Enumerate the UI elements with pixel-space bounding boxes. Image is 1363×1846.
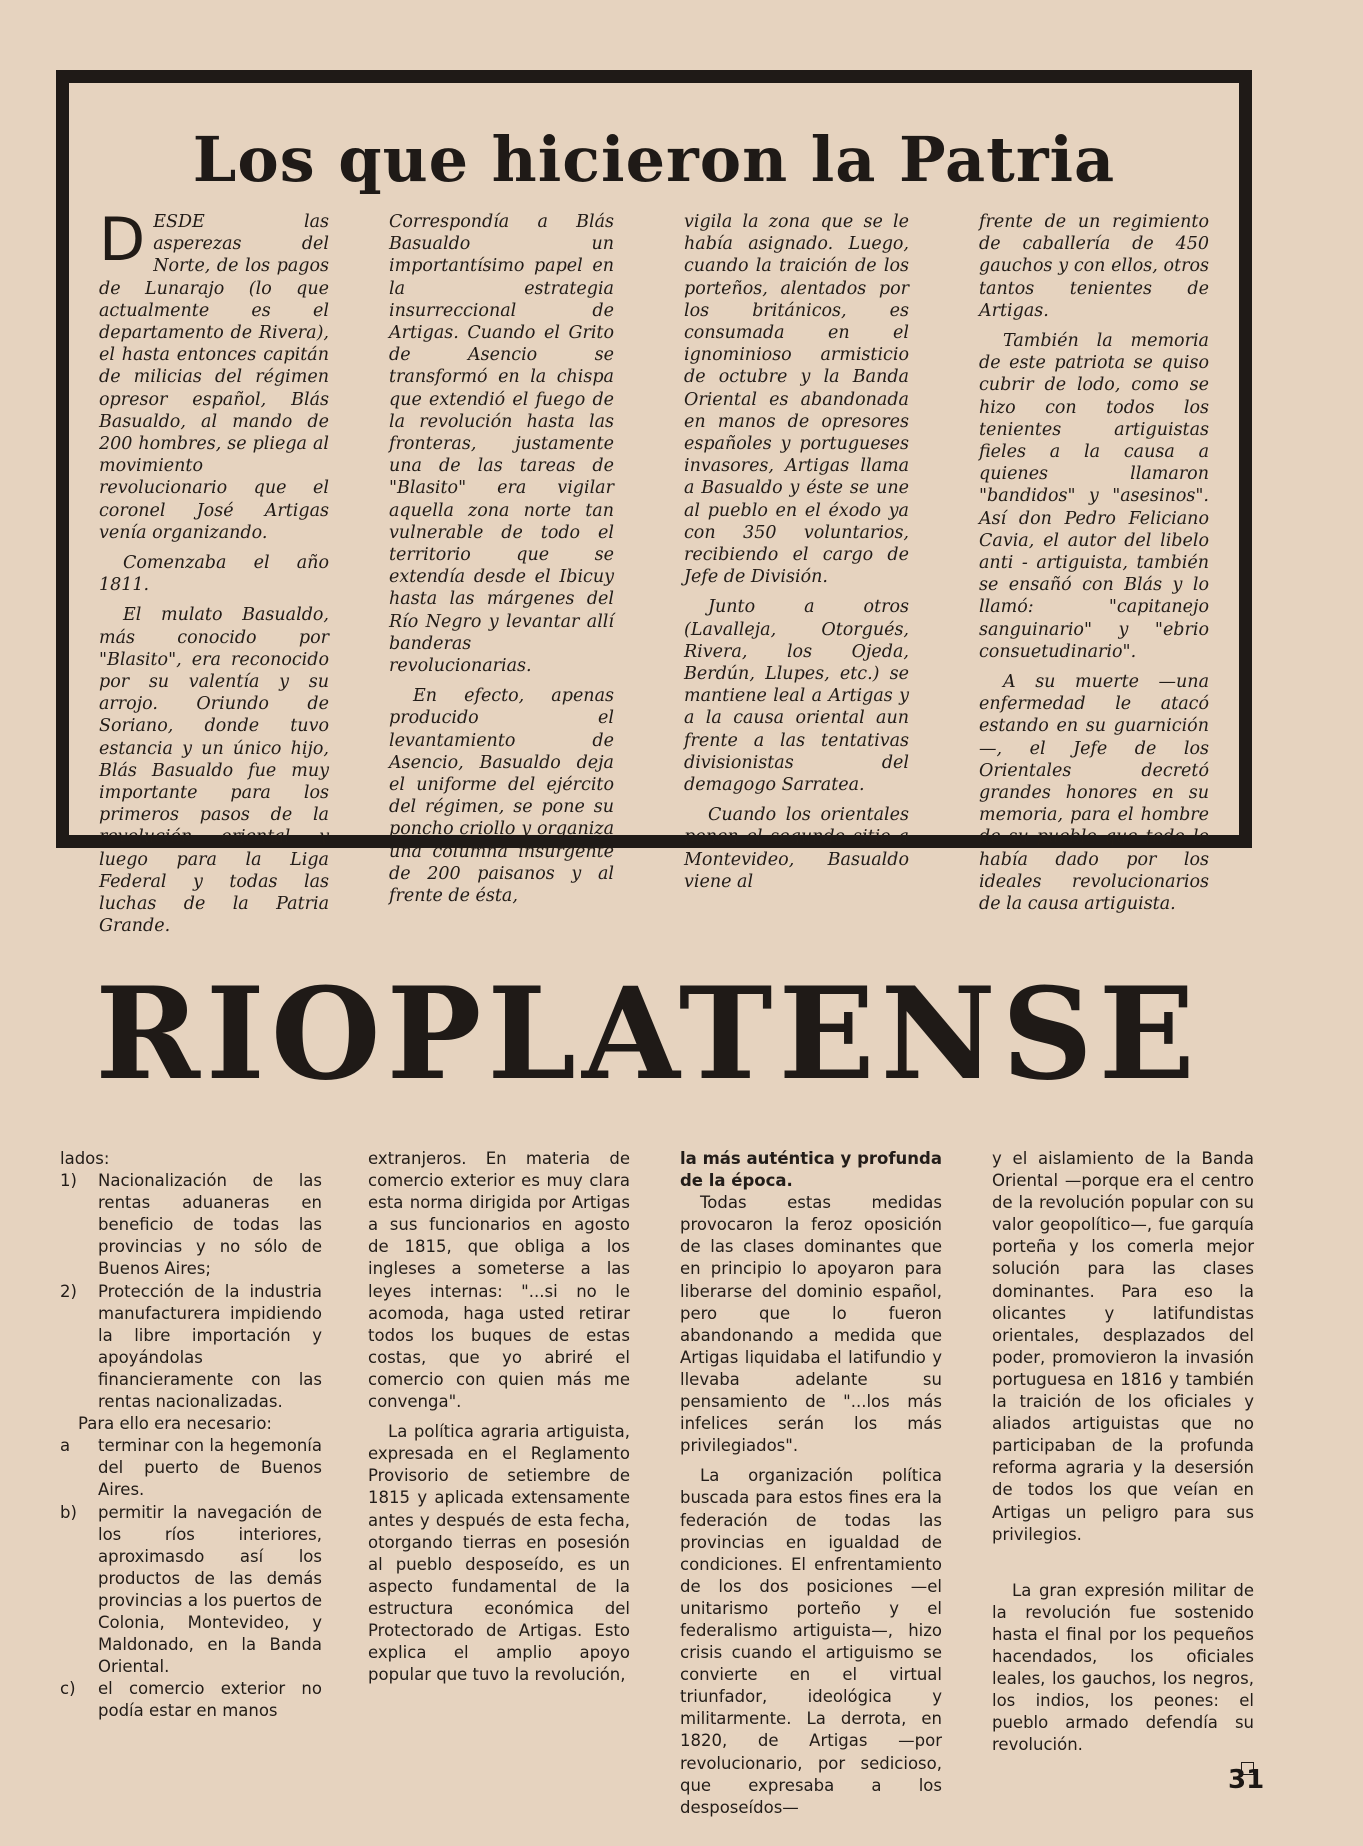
list-item <box>60 1678 322 1722</box>
list-text: terminar con la hegemonía del puerto de Buenos Aires. <box>98 1436 322 1500</box>
article-col4-p2: La gran expresión militar de la revolución fue sostenido hasta el final por los pequeños hacendados, los oficiales leales, los gauchos, los negros, los indios, los peones: el pueblo armado defendía su revolución. <box>992 1580 1254 1755</box>
box-column-3 <box>684 211 909 901</box>
box-col3-p3: Cuando los orientales ponen el segundo sitio a Montevideo, Basualdo viene al <box>684 805 909 892</box>
list-text: el comercio exterior no podía estar en manos <box>98 1679 322 1721</box>
article-col2-p1: extranjeros. En materia de comercio exterior es muy clara esta norma dirigida por Artigas a sus funcionarios en agosto de 1815, que obliga a los ingleses a someterse a las leyes internas: "...si no le acomoda, haga usted retirar todos los buques de estas costas, que yo abriré el comercio con quien más me convenga". <box>368 1149 630 1412</box>
article-col2-p2: La política agraria artiguista, expresada en el Reglamento Provisorio de setiembre de 1815 y aplicada extensamente antes y después de esta fecha, otorgando tierras en posesión al pueblo desposeído, es un aspecto fundamental de la estructura económica del Protectorado de Artigas. Esto explica el amplio apoyo popular que tuvo la revolución, <box>368 1422 630 1685</box>
list-item <box>60 1435 322 1501</box>
list-marker: c) <box>60 1679 76 1699</box>
headline: RIOPLATENSE <box>95 960 1201 1108</box>
box-column-1 <box>99 205 329 946</box>
article-col3-p2: La organización política buscada para estos fines era la federación de todas las provincias en igualdad de condiciones. El enfrentamiento de los dos posiciones —el unitarismo porteño y el federalismo artiguista—, hizo crisis cuando el artiguismo se convierte en el virtual triunfador, ideológica y militarmente. La derrota, en 1820, de Artigas —por revolucionario, por sedicioso, que expresaba a los desposeídos— <box>680 1466 942 1817</box>
page-number: 31 <box>1228 1765 1265 1795</box>
sidebar-box <box>56 70 1252 937</box>
box-col1-p2: Comenzaba el año 1811. <box>99 553 329 596</box>
list-text: Nacionalización de las rentas aduaneras en beneficio de todas las provincias y no sólo de Buenos Aires; <box>98 1171 322 1279</box>
box-col4-p3: A su muerte —una enfermedad le atacó estando en su guarnición—, el Jefe de los Orientales decretó grandes honores en su memoria, para el hombre de su pueblo que todo lo había dado por los ideales revolucionarios de la causa artiguista. <box>979 672 1209 915</box>
article-column-3 <box>680 1148 942 1819</box>
box-column-2 <box>389 211 614 915</box>
article-column-1 <box>60 1148 322 1722</box>
article-column-4 <box>992 1148 1254 1775</box>
box-col4-p1: frente de un regimiento de caballería de 450 gauchos y con ellos, otros tantos tenientes de Artigas. <box>979 212 1209 321</box>
article-col3-p1: Todas estas medidas provocaron la feroz oposición de las clases dominantes que en principio lo apoyaron para liberarse del dominio español, pero que lo fueron abandonando a medida que Artigas liquidaba el latifundio y llevaba adelante su pensamiento de "...los más infelices serán los más privilegiados". <box>680 1193 942 1456</box>
box-col3-p2: Junto a otros (Lavalleja, Otorgués, Rivera, los Ojeda, Berdún, Llupes, etc.) se mantiene leal a Artigas y a la causa oriental aun frente a las tentativas divisionistas del demagogo Sarratea. <box>684 597 909 796</box>
article-column-2 <box>368 1148 630 1686</box>
article-col4-p1: y el aislamiento de la Banda Oriental —porque era el centro de la revolución popular con su valor geopolítico—, fue garquía porteña y los comerla mejor solución para las clases dominantes. Para eso la olicantes y latifundistas orientales, desplazados del poder, promovieron la invasión portuguesa en 1816 y también la traición de los oficiales y aliados artiguistas que no participaban de la profunda reforma agraria y la desersión de todos los que veían en Artigas un peligro para sus privilegios. <box>992 1149 1254 1544</box>
box-title: Los que hicieron la Patria <box>192 123 1116 196</box>
article-col1-lead: lados: <box>60 1149 110 1168</box>
box-col1-p3: El mulato Basualdo, más conocido por "Blasito", era reconocido por su valentía y su arrojo. Oriundo de Soriano, donde tuvo estancia y un único hijo, Blás Basualdo fue muy importante para los primeros pasos de la revolución oriental y luego para la Liga Federal y todas las luchas de la Patria Grande. <box>99 605 329 937</box>
list-text: Protección de la industria manufacturera impidiendo la libre importación y apoyándolas financieramente con las rentas nacionalizadas. <box>98 1281 322 1412</box>
list-item <box>60 1170 322 1280</box>
drop-cap: D <box>99 205 146 275</box>
box-col3-p1: vigila la zona que se le había asignado. Luego, cuando la traición de los porteños, alentados por los británicos, es consumada en el ignominioso armisticio de octubre y la Banda Oriental es abandonada en manos de opresores españoles y portugueses invasores, Artigas llama a Basualdo y éste se une al pueblo en el éxodo ya con 350 voluntarios, recibiendo el cargo de Jefe de División. <box>684 212 909 588</box>
list-marker: a <box>60 1436 71 1456</box>
list-marker: 2) <box>60 1281 77 1301</box>
box-col4-p2: También la memoria de este patriota se quiso cubrir de lodo, como se hizo con todos los tenientes artiguistas fieles a la causa a quienes llamaron "bandidos" y "asesinos". Así don Pedro Feliciano Cavia, el autor del libelo anti - artiguista, también se ensañó con Blás y lo llamó: "capitanejo sanguinario" y "ebrio consuetudinario". <box>979 331 1209 662</box>
list-marker: 1) <box>60 1171 77 1191</box>
box-col1-p1: ESDE las asperezas del Norte, de los pagos de Lunarajo (lo que actualmente es el departamento de Rivera), el hasta entonces capitán de milicias del régimen opresor español, Blás Basualdo, al mando de 200 hombres, se pliega al movimiento revolucionario que el coronel José Artigas venía organizando. <box>99 212 329 543</box>
list-marker: b) <box>60 1502 77 1522</box>
box-col2-p1: Correspondía a Blás Basualdo un importantísimo papel en la estrategia insurreccional de Artigas. Cuando el Grito de Asencio se transformó en la chispa que extendió el fuego de la revolución hasta las fronteras, justamente una de las tareas de "Blasito" era vigilar aquella zona norte tan vulnerable de todo el territorio que se extendía desde el Ibicuy hasta las márgenes del Río Negro y levantar allí banderas revolucionarias. <box>389 212 614 677</box>
box-column-4 <box>979 211 1209 923</box>
box-col2-p2: En efecto, apenas producido el levantamiento de Asencio, Basualdo deja el uniforme del ejército del régimen, se pone su poncho criollo y organiza una columna insurgente de 200 paisanos y al frente de ésta, <box>389 686 614 907</box>
list-item <box>60 1281 322 1414</box>
list-item <box>60 1502 322 1679</box>
article-col3-bold: la más auténtica y profunda de la época. <box>680 1149 942 1191</box>
article-col1-mid: Para ello era necesario: <box>78 1414 272 1434</box>
list-text: permitir la navegación de los ríos interiores, aproximasdo así los productos de las demás provincias a los puertos de Colonia, Montevideo, y Maldonado, en la Banda Oriental. <box>98 1502 322 1677</box>
